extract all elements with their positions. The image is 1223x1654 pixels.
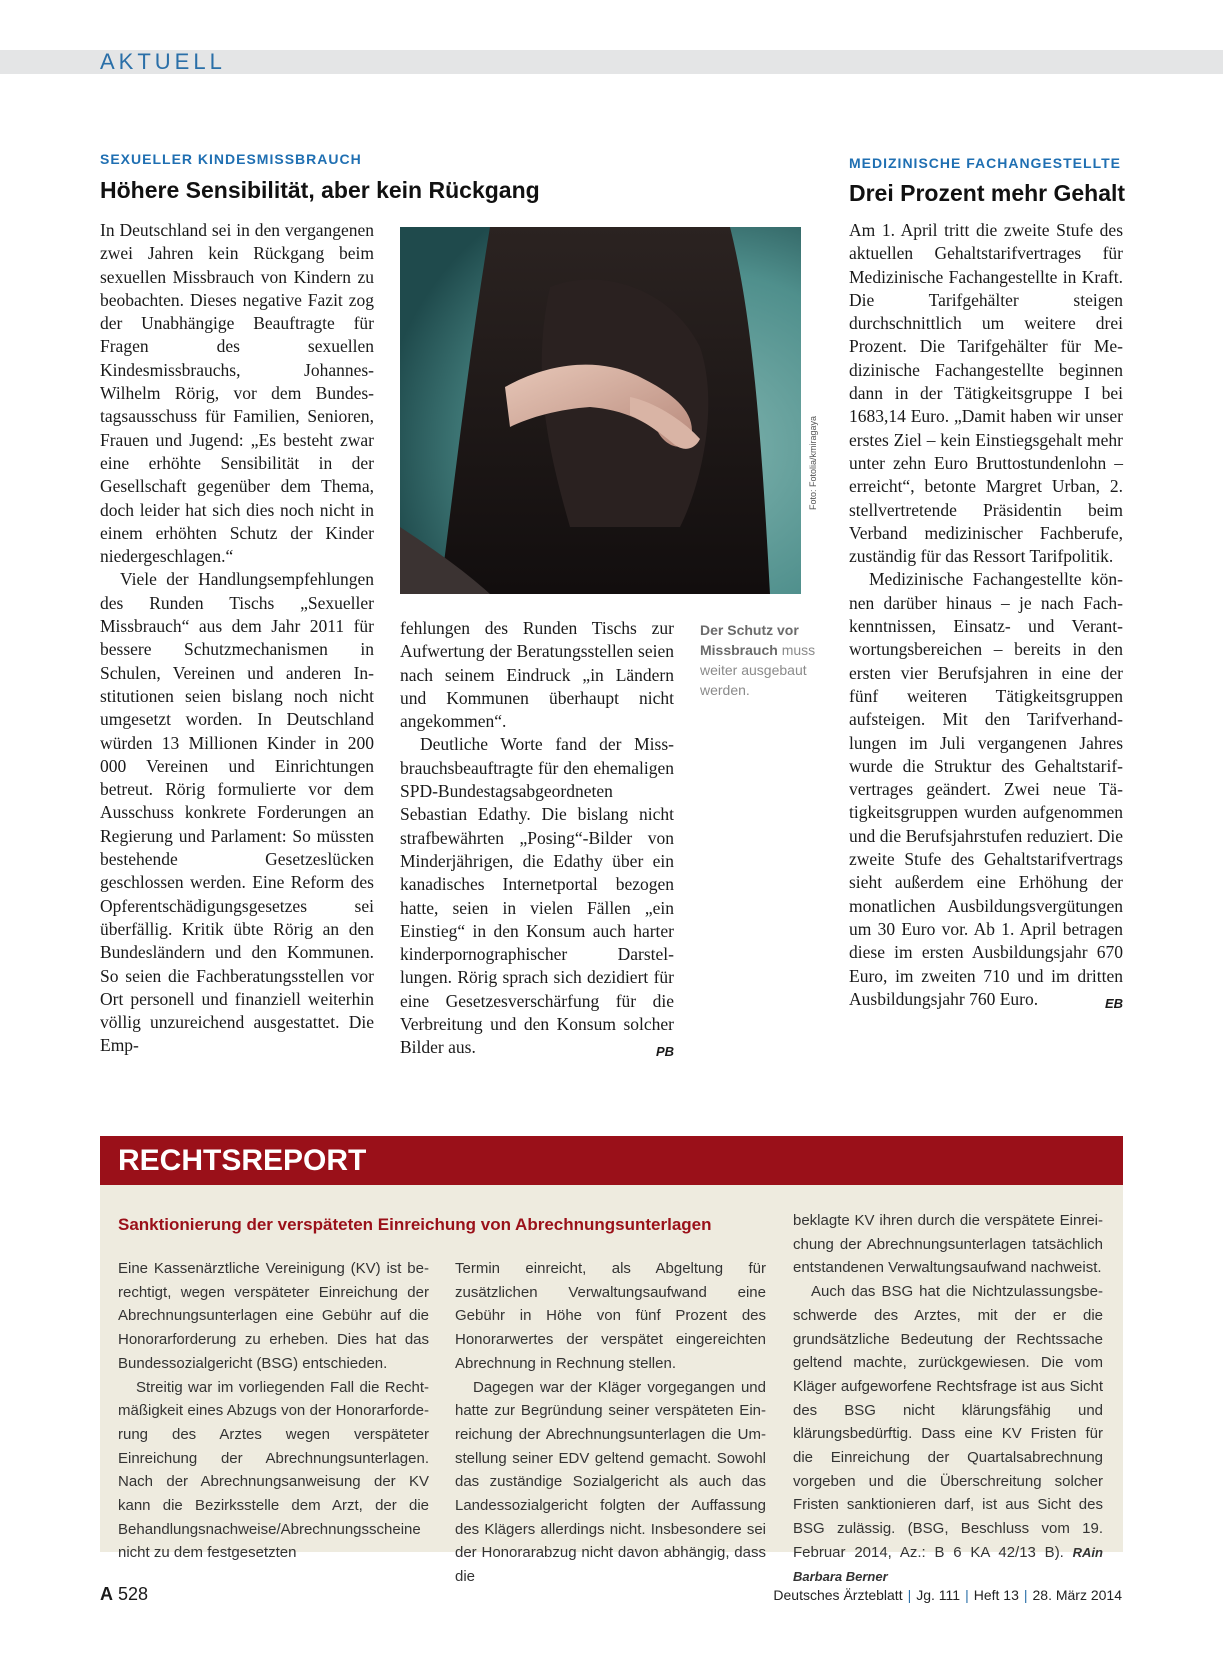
article1-paragraph: Deutliche Worte fand der Missbrauchsbeauftragte für den ehemaligen SPD-Bundestagsabgeordneten Sebastian Edathy. Die bislang nicht strafbewährten „Posing“-Bilder von Minderjährigen, die Edathy über ein kanadisches Internetportal bezogen hatte, seien in vielen Fällen „ein Einstieg“ in den Konsum auch harter kinderpornographischer Darstellungen. Rörig sprach sich dezidiert für eine Gesetzesverschärfung für die Verbreitung und den Konsum solcher Bilder aus. PB	[400, 733, 674, 1059]
section-label: AKTUELL	[100, 49, 226, 74]
article1-headline: Höhere Sensibilität, aber kein Rückgang	[100, 177, 540, 203]
photo-caption	[700, 620, 828, 700]
rechtsreport-paragraph: Dagegen war der Kläger vorgegangen und hatte zur Begründung seiner verspäteten Einreichung der Abrechnungsunterlagen die Umstellung seiner EDV geltend gemacht. Sowohl das zuständige Sozialgericht als auch das Landessozialgericht folgten der Auffassung des Klägers allerdings nicht. Insbesondere sei der Honorarabzug nicht davon abhängig, dass die	[455, 1378, 766, 1586]
article2-column	[849, 219, 1123, 1015]
rechtsreport-author: RAin Barbara Berner	[793, 1544, 1103, 1584]
rechtsreport-paragraph: Termin einreicht, als Abgeltung für zusätzlichen Verwaltungsaufwand eine Gebühr in Höhe von fünf Prozent des Honorarwertes der verspätet eingereichten Abrechnung in Rechnung stellen.	[455, 1260, 766, 1372]
article1-column-2	[400, 617, 674, 1064]
caption-bold: Der Schutz vor Missbrauch	[700, 622, 799, 658]
article2-paragraph: Medizinische Fachangestellte können darüber hinaus – je nach Fachkenntnissen, Einsatz- und Verantwortungsbereichen – bereits in den ersten vier Berufsjahren in eine der fünf weiteren Tätigkeitsgruppen aufsteigen. Mit den Tarifverhandlungen im Juli vergangenen Jahres wurde die Struktur des Gehaltstarifvertrages geändert. Zwei neue Tätigkeitsgruppen wurden aufgenommen und die Berufsjahrstufen reduziert. Die zweite Stufe des Gehaltstarifvertrags sieht außerdem eine Erhöhung der monatlichen Ausbildungsvergütungen um 30 Euro vor. Ab 1. April betragen diese im ersten Ausbildungsjahr 670 Euro, im zweiten 710 und im dritten Ausbildungsjahr 760 Euro. EB	[849, 568, 1123, 1011]
volume: Jg. 111	[916, 1587, 961, 1603]
article2-signature: EB	[1104, 995, 1123, 1011]
article1-signature: PB	[655, 1044, 674, 1060]
article1-photo	[400, 227, 801, 594]
article2-paragraph: Am 1. April tritt die zweite Stufe des aktuellen Gehaltstarifvertrages für Medizinische Fachangestellte in Kraft. Die Tarifgehälter steigen durchschnittlich um weitere drei Prozent. Die Tarifgehälter für Medizinische Fachangestellte beginnen dann in der Tätigkeitsgruppe I bei 1683,14 Euro. „Damit haben wir unser erstes Ziel – kein Einstiegsgehalt mehr unter zehn Euro Bruttostundenlohn – erreicht“, betonte Margret Urban, 2. stellvertretende Präsidentin beim Verband medizinischer Fachberufe, zuständig für das Ressort Tarifpolitik.	[849, 220, 1123, 567]
photo-credit: Foto: Fotolia/kmiragaya	[808, 415, 818, 510]
article1-paragraph: In Deutschland sei in den vergangenen zwei Jahren kein Rückgang beim sexuellen Missbrauch von Kindern zu beobachten. Dieses negative Fazit zog der Unabhängige Beauftragte für Fragen des sexuellen Kindesmissbrauchs, Johannes-Wilhelm Rörig, vor dem Bundestagsausschuss für Familien, Senioren, Frauen und Jugend: „Es besteht zwar eine erhöhte Sensibilität in der Gesellschaft gegenüber dem Thema, doch leider hat sich dies noch nicht in einem erhöhten Schutz der Kinder niedergeschlagen.“	[100, 220, 374, 567]
footer-publication-info: Deutsches Ärzteblatt | Jg. 111 | Heft 13 | 28. März 2014	[773, 1587, 1122, 1603]
article2-kicker: MEDIZINISCHE FACHANGESTELLTE	[849, 155, 1121, 171]
crying-girl-image	[400, 227, 801, 594]
rechtsreport-column-3	[793, 1209, 1103, 1588]
article1-paragraph: fehlungen des Runden Tischs zur Aufwertung der Beratungsstellen seien nach seinem Eindruck „in Ländern und Kommunen überhaupt nicht angekommen“.	[400, 618, 674, 732]
article1-kicker: SEXUELLER KINDESMISSBRAUCH	[100, 151, 362, 167]
rechtsreport-paragraph: Streitig war im vorliegenden Fall die Rechtmäßigkeit eines Abzugs von der Honorarforderung des Arztes wegen verspäteter Einreichung der Abrechnungsunterlagen. Nach der Abrechnungsanweisung der KV kann die Bezirksstelle dem Arzt, der die Behandlungsnachweise/Abrechnungsscheine nicht zu dem festgesetzten	[118, 1378, 429, 1562]
rechtsreport-column-2	[455, 1257, 766, 1589]
rechtsreport-column-1	[118, 1257, 429, 1565]
issue-date: 28. März 2014	[1032, 1587, 1122, 1603]
article1-paragraph: Viele der Handlungsempfehlungen des Runden Tischs „Sexueller Missbrauch“ aus dem Jahr 2011 für bessere Schutzmechanismen in Schulen, Vereinen und anderen Institutionen seien bislang noch nicht umgesetzt worden. In Deutschland würden 13 Millionen Kinder in 200 000 Vereinen und Einrichtungen betreut. Rörig formulierte vor dem Ausschuss konkrete Forderungen an Regierung und Parlament: So müssten bestehende Gesetzeslücken geschlossen werden. Eine Reform des Opferentschädigungsgesetzes sei überfällig. Kritik übte Rörig an den Bundesländern und den Kommunen. So seien die Fachberatungsstellen vor Ort personell und finanziell weiterhin völlig unzureichend ausgestattet. Die Emp-	[100, 569, 374, 1056]
rechtsreport-title: RECHTSREPORT	[118, 1144, 367, 1177]
rechtsreport-paragraph: Eine Kassenärztliche Vereinigung (KV) ist berechtigt, wegen verspäteter Einreichung der Abrechnungsunterlagen eine Gebühr auf die Honorarforderung zu erheben. Dies hat das Bundessozialgericht (BSG) entschieden.	[118, 1260, 429, 1372]
page-number: A 528	[100, 1584, 149, 1604]
rechtsreport-paragraph: Auch das BSG hat die Nichtzulassungsbeschwerde des Arztes, mit der er die grundsätzliche Bedeutung der Rechtssache geltend machte, zurückgewiesen. Die vom Kläger aufgeworfene Rechtsfrage ist aus Sicht des BSG nicht klärungsfähig und klärungsbedürftig. Dass eine KV Fristen für die Einreichung der Quartalsabrechnung vorgeben und die Überschreitung solcher Fristen sanktionieren darf, ist aus Sicht des BSG zulässig. (BSG, Beschluss vom 19. Februar 2014, Az.: B 6 KA 42/13 B). RAin Barbara Berner	[793, 1283, 1103, 1584]
caption-text: muss weiter ausgebaut werden.	[700, 642, 816, 698]
article2-headline: Drei Prozent mehr Gehalt	[849, 180, 1126, 206]
article1-column-1	[100, 219, 374, 1058]
rechtsreport-paragraph: beklagte KV ihren durch die verspätete Einreichung der Abrechnungsunterlagen tatsächlich entstandenen Verwaltungsaufwand nachweist.	[793, 1212, 1103, 1277]
issue: Heft 13	[973, 1587, 1019, 1603]
publication-name: Deutsches Ärzteblatt	[773, 1587, 903, 1603]
rechtsreport-headline: Sanktionierung der verspäteten Einreichung von Abrechnungsunterlagen	[118, 1215, 712, 1234]
